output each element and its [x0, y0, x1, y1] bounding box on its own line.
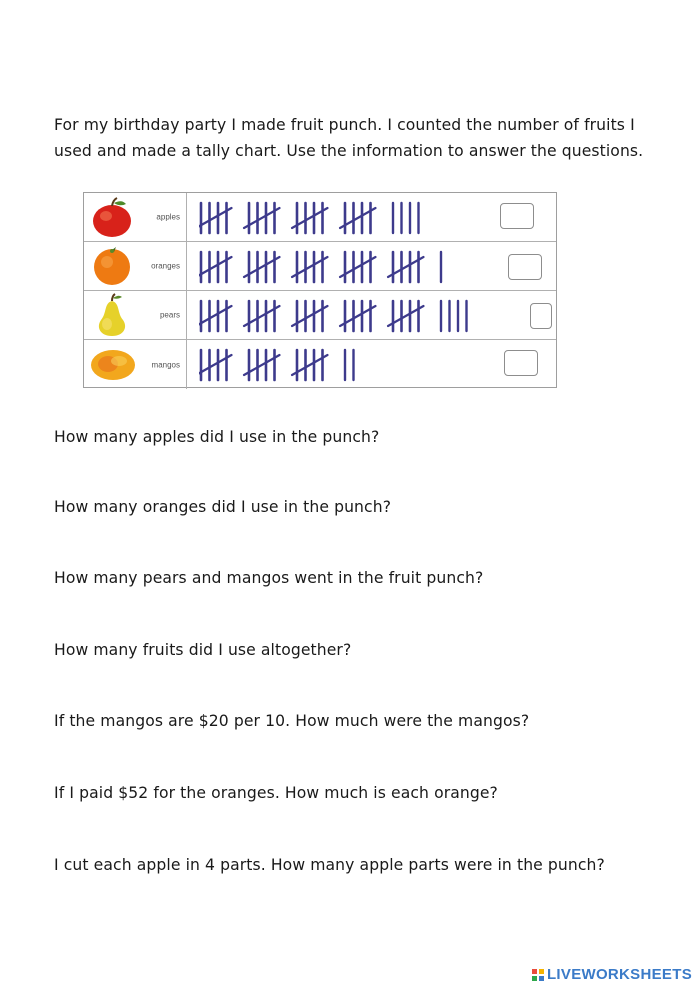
question-6: If I paid $52 for the oranges. How much is each orange?: [54, 784, 498, 802]
tally-row-pears: [84, 291, 556, 340]
question-4: How many fruits did I use altogether?: [54, 641, 352, 659]
fruit-label-mangos: mangos: [151, 360, 180, 369]
tally-row-oranges: [84, 242, 556, 291]
liveworksheets-icon: [532, 969, 544, 981]
answer-box-oranges[interactable]: [508, 254, 542, 280]
question-1: How many apples did I use in the punch?: [54, 428, 380, 446]
fruit-label-oranges: oranges: [151, 261, 180, 271]
question-5: If the mangos are $20 per 10. How much were the mangos?: [54, 712, 530, 730]
question-7: I cut each apple in 4 parts. How many apple parts were in the punch?: [54, 856, 605, 874]
tally-marks-oranges: [199, 250, 499, 284]
tally-chart: [83, 192, 557, 388]
mango-icon: [88, 342, 144, 387]
liveworksheets-logo: [532, 966, 692, 983]
question-3: How many pears and mangos went in the fruit punch?: [54, 569, 484, 587]
fruit-label-apples: apples: [156, 212, 180, 222]
fruit-cell-oranges: [84, 242, 187, 290]
liveworksheets-label: LIVEWORKSHEETS: [546, 966, 692, 983]
fruit-cell-pears: [84, 291, 187, 339]
pear-icon: [90, 293, 136, 338]
tally-marks-pears: [199, 299, 519, 333]
instructions: [54, 112, 664, 164]
question-2: How many oranges did I use in the punch?: [54, 498, 392, 516]
tally-row-apples: [84, 193, 556, 242]
fruit-cell-mangos: [84, 340, 187, 389]
answer-box-apples[interactable]: [500, 203, 534, 229]
fruit-cell-apples: [84, 193, 187, 241]
fruit-label-pears: pears: [159, 310, 180, 320]
apple-icon: [90, 195, 136, 240]
answer-box-mangos[interactable]: [504, 350, 538, 376]
answer-box-pears[interactable]: [530, 303, 552, 329]
tally-marks-mangos: [199, 348, 419, 382]
tally-row-mangos: [84, 340, 556, 389]
instructions-line-2: used and made a tally chart. Use the information to answer the questions.: [54, 142, 644, 160]
tally-marks-apples: [199, 201, 479, 235]
orange-icon: [90, 244, 136, 289]
instructions-line-1: For my birthday party I made fruit punch. I counted the number of fruits I: [54, 116, 635, 134]
